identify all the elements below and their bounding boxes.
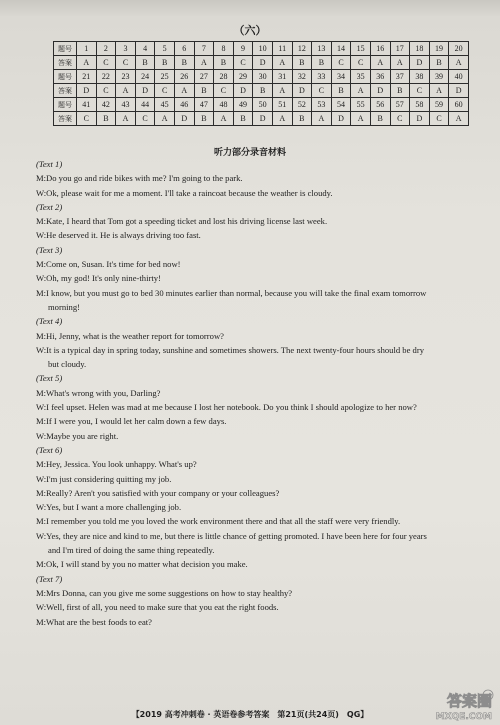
dialogue-line: W:I'm just considering quitting my job. [36,473,172,484]
dialogue-line: M:Ok, I will stand by you no matter what decision you make. [36,559,248,570]
answer-cell: A [449,112,469,126]
answer-cell: B [292,56,312,70]
answer-cell: D [253,56,273,70]
question-number-cell: 55 [351,98,371,112]
answer-cell: C [429,112,449,126]
question-number-cell: 50 [253,98,273,112]
answer-cell: A [370,56,390,70]
answer-cell: A [174,84,194,98]
question-number-cell: 16 [370,42,390,56]
question-number-cell: 6 [174,42,194,56]
question-number-cell: 29 [233,70,253,84]
answer-cell: B [370,112,390,126]
question-number-cell: 31 [272,70,292,84]
answer-row-label: 答案 [54,84,77,98]
question-number-cell: 9 [233,42,253,56]
question-number-cell: 58 [410,98,430,112]
question-number-cell: 59 [429,98,449,112]
question-number-row [54,42,469,56]
answer-cell: B [194,84,214,98]
question-number-cell: 42 [96,98,116,112]
question-number-cell: 12 [292,42,312,56]
dialogue-line: morning! [48,301,80,312]
answer-cell: C [77,112,97,126]
question-number-cell: 35 [351,70,371,84]
question-number-cell: 47 [194,98,214,112]
dialogue-line: M:Hey, Jessica. You look unhappy. What's up? [36,459,197,470]
question-number-cell: 34 [331,70,351,84]
answer-cell: D [174,112,194,126]
question-number-cell: 23 [116,70,136,84]
question-number-row [54,70,469,84]
question-number-row [54,98,469,112]
svg-text:MXQE.COM: MXQE.COM [435,712,492,722]
question-number-cell: 7 [194,42,214,56]
answer-row-label: 答案 [54,112,77,126]
dialogue-line: W:Maybe you are right. [36,430,119,441]
answer-cell: A [449,56,469,70]
answer-cell: B [194,112,214,126]
question-number-cell: 54 [331,98,351,112]
answer-cell: C [96,84,116,98]
dialogue-line: W:Yes, they are nice and kind to me, but there is little chance of getting promoted. I have been here for four years [36,530,427,541]
answer-cell: A [272,112,292,126]
question-number-row-label: 题号 [54,70,77,84]
question-number-cell: 40 [449,70,469,84]
answer-row [54,84,469,98]
question-number-cell: 21 [77,70,97,84]
question-number-cell: 1 [77,42,97,56]
question-number-cell: 20 [449,42,469,56]
question-number-cell: 60 [449,98,469,112]
answer-cell: A [77,56,97,70]
question-number-cell: 51 [272,98,292,112]
answer-row-label: 答案 [54,56,77,70]
dialogue-line: M:Kate, I heard that Tom got a speeding ticket and lost his driving license last week. [36,216,328,227]
question-number-cell: 25 [155,70,175,84]
answer-row [54,56,469,70]
question-number-row-label: 题号 [54,98,77,112]
answer-cell: D [233,84,253,98]
listening-title: 听力部分录音材料 [213,148,286,158]
answer-cell: B [135,56,155,70]
question-number-cell: 3 [116,42,136,56]
question-number-cell: 5 [155,42,175,56]
answer-cell: C [312,84,332,98]
dialogue-line: M:If I were you, I would let her calm down a few days. [36,416,227,427]
dialogue-line: and I'm tired of doing the same thing repeatedly. [48,545,215,556]
answer-cell: C [214,84,234,98]
answer-cell: B [292,112,312,126]
answer-cell: D [292,84,312,98]
question-number-cell: 49 [233,98,253,112]
question-number-cell: 26 [174,70,194,84]
text-heading: (Text 6) [36,444,63,455]
answer-cell: A [351,84,371,98]
answer-cell: A [116,84,136,98]
question-number-cell: 13 [312,42,332,56]
answer-cell: B [96,112,116,126]
answer-cell: C [351,56,371,70]
answer-cell: D [410,112,430,126]
answer-cell: A [116,112,136,126]
question-number-cell: 27 [194,70,214,84]
question-number-cell: 56 [370,98,390,112]
question-number-cell: 11 [272,42,292,56]
answer-cell: C [233,56,253,70]
answer-cell: A [272,84,292,98]
dialogue-line: M:What's wrong with you, Darling? [36,387,161,398]
text-heading: (Text 7) [36,573,63,584]
dialogue-line: M:I know, but you must go to bed 30 minutes earlier than normal, because you will take the final exam tomorrow [36,287,427,298]
dialogue-line: M:Come on, Susan. It's time for bed now! [36,259,181,270]
question-number-cell: 14 [331,42,351,56]
question-number-cell: 36 [370,70,390,84]
question-number-cell: 44 [135,98,155,112]
answer-cell: C [135,112,155,126]
dialogue-line: W:Yes, but I want a more challenging job. [36,502,182,513]
answer-cell: A [390,56,410,70]
dialogue-line: W:It is a typical day in spring today, sunshine and sometimes showers. The next twenty-four hours should be dry [36,344,425,355]
question-number-cell: 10 [253,42,273,56]
section-number: （六） [233,24,267,37]
question-number-cell: 43 [116,98,136,112]
answer-cell: B [155,56,175,70]
listening-script [36,157,482,629]
answer-cell: D [331,112,351,126]
answer-cell: C [96,56,116,70]
dialogue-line: M:I remember you told me you loved the work environment there and that all the staff were very friendly. [36,516,401,527]
text-heading: (Text 5) [36,373,63,384]
answer-key-table [53,41,469,126]
answer-cell: A [155,112,175,126]
answer-cell: A [214,112,234,126]
answer-cell: B [429,56,449,70]
question-number-cell: 45 [155,98,175,112]
text-heading: (Text 4) [36,316,63,327]
question-number-cell: 39 [429,70,449,84]
question-number-cell: 52 [292,98,312,112]
text-heading: (Text 2) [36,201,63,212]
answer-cell: C [116,56,136,70]
answer-cell: C [410,84,430,98]
answer-cell: C [331,56,351,70]
top-shadow [0,0,500,16]
question-number-row-label: 题号 [54,42,77,56]
dialogue-line: W:Ok, please wait for me a moment. I'll take a raincoat because the weather is cloudy. [36,187,333,198]
question-number-cell: 2 [96,42,116,56]
question-number-cell: 24 [135,70,155,84]
question-number-cell: 17 [390,42,410,56]
dialogue-line: W:Oh, my god! It's only nine-thirty! [36,273,161,284]
question-number-cell: 38 [410,70,430,84]
answer-cell: D [449,84,469,98]
answer-cell: A [194,56,214,70]
answer-cell: C [155,84,175,98]
question-number-cell: 19 [429,42,449,56]
answer-cell: B [214,56,234,70]
question-number-cell: 18 [410,42,430,56]
question-number-cell: 28 [214,70,234,84]
question-number-cell: 41 [77,98,97,112]
question-number-cell: 48 [214,98,234,112]
answer-cell: A [351,112,371,126]
dialogue-line: M:What are the best foods to eat? [36,616,152,627]
question-number-cell: 37 [390,70,410,84]
page-footer: 【2019 高考冲刺卷 · 英语卷参考答案 第21页(共24页) QG】 [131,710,369,719]
answer-cell: D [135,84,155,98]
answer-cell: B [253,84,273,98]
answer-cell: C [390,112,410,126]
dialogue-line: W:He deserved it. He is always driving too fast. [36,230,201,241]
question-number-cell: 32 [292,70,312,84]
text-heading: (Text 1) [36,159,63,169]
question-number-cell: 8 [214,42,234,56]
answer-cell: D [410,56,430,70]
answer-cell: D [253,112,273,126]
dialogue-line: W:Well, first of all, you need to make sure that you eat the right foods. [36,602,279,613]
answer-cell: A [429,84,449,98]
answer-cell: B [331,84,351,98]
answer-cell: B [390,84,410,98]
answer-cell: A [272,56,292,70]
question-number-cell: 57 [390,98,410,112]
svg-text:答案圈: 答案圈 [446,692,492,710]
answer-cell: B [233,112,253,126]
dialogue-line: but cloudy. [48,359,87,370]
dialogue-line: M:Mrs Donna, can you give me some suggestions on how to stay healthy? [36,587,293,598]
answer-cell: D [77,84,97,98]
question-number-cell: 4 [135,42,155,56]
dialogue-line: W:I feel upset. Helen was mad at me because I lost her notebook. Do you think I should apologize to her now? [36,402,417,413]
question-number-cell: 15 [351,42,371,56]
question-number-cell: 22 [96,70,116,84]
question-number-cell: 53 [312,98,332,112]
watermark-logo [422,688,496,722]
answer-cell: B [174,56,194,70]
dialogue-line: M:Hi, Jenny, what is the weather report for tomorrow? [36,330,224,341]
question-number-cell: 46 [174,98,194,112]
answer-cell: B [312,56,332,70]
answer-cell: D [370,84,390,98]
answer-row [54,112,469,126]
dialogue-line: M:Really? Aren't you satisfied with your company or your colleagues? [36,487,280,498]
text-heading: (Text 3) [36,244,63,255]
answer-cell: A [312,112,332,126]
dialogue-line: M:Do you go and ride bikes with me? I'm going to the park. [36,173,243,184]
question-number-cell: 30 [253,70,273,84]
question-number-cell: 33 [312,70,332,84]
